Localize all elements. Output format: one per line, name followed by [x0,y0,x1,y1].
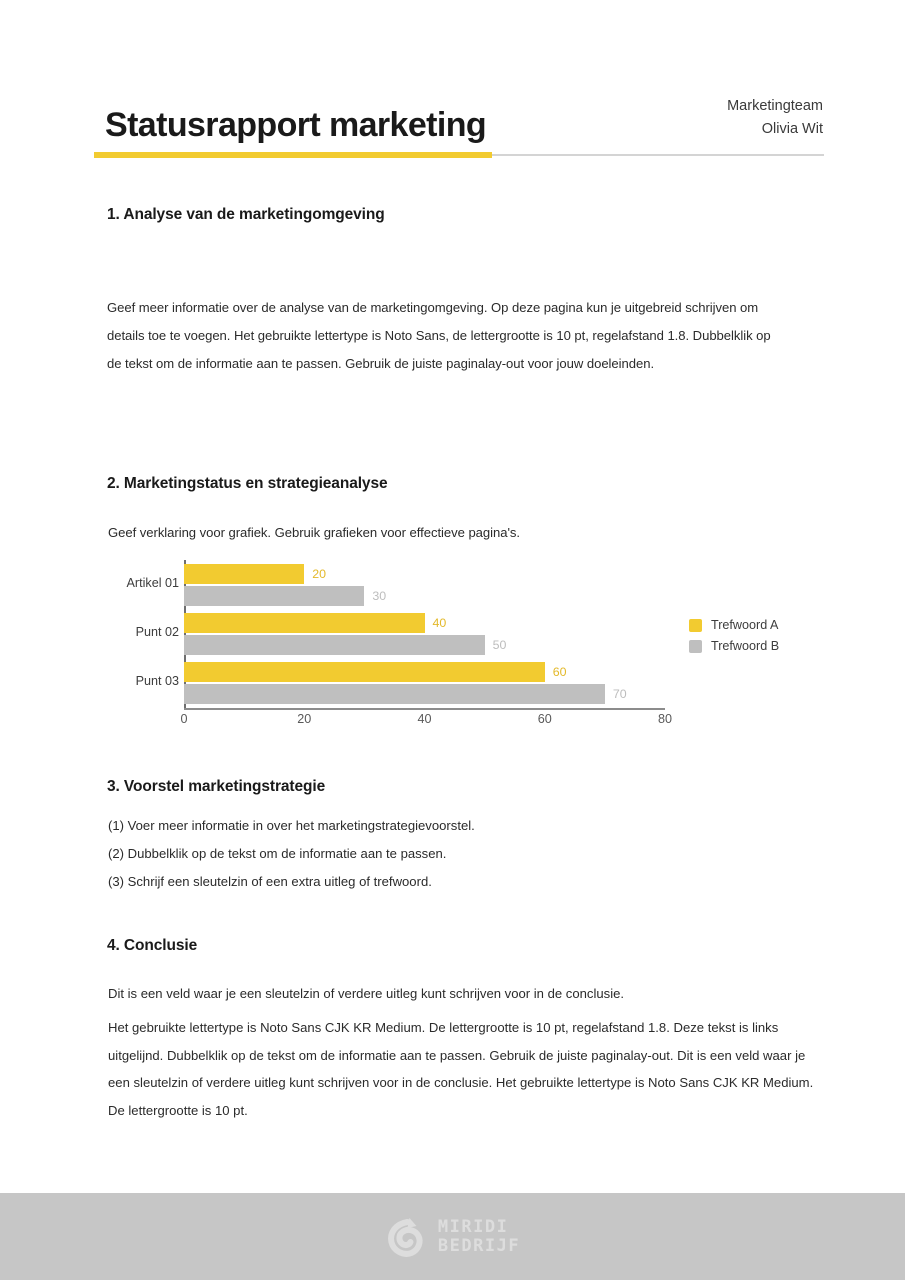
list-item: (3) Schrijf een sleutelzin of een extra uitleg of trefwoord. [108,874,432,890]
chart-x-tick-label: 40 [417,712,432,726]
page-footer [0,1193,905,1280]
chart-category-label: Artikel 01 [126,575,179,590]
footer-logo-wordmark [437,1216,521,1256]
chart-category-label: Punt 02 [135,625,179,639]
section-body-1: Geef meer informatie over de analyse van de marketingomgeving. Op deze pagina kun je uitgebreid schrijven om details toe te voegen. Het gebruikte lettertype is Noto Sans, de lettergrootte is 10 pt, regelafstand 1.8. Dubbelklik op de tekst om de informatie aan te passen. Gebruik de juiste paginalay-out voor jouw doeleinden. [107,300,771,371]
section-title-3: 3. Voorstel marketingstrategie [107,778,326,795]
header-divider [94,152,824,158]
chart-x-axis-line [184,708,665,710]
chart-bar [184,662,545,682]
section-title-2: 2. Marketingstatus en strategieanalyse [107,475,388,492]
header-row [94,78,824,144]
chart-legend-label: Trefwoord B [711,639,780,653]
chart-category-label: Punt 03 [135,674,179,689]
chart-legend-item [689,639,809,653]
section-subtitle-2: Geef verklaring voor grafiek. Gebruik grafieken voor effectieve pagina's. [108,525,521,541]
chart-bar [184,564,304,584]
section-title-4: 4. Conclusie [107,937,198,954]
chart-bar-value-label: 60 [552,665,567,680]
document-header [94,78,824,160]
chart-bar-value-label: 20 [312,566,327,581]
section-list-3 [108,819,798,903]
header-accent-bar [94,152,492,158]
chart-bar [184,586,364,606]
header-meta-team: Marketingteam [727,98,823,115]
footer-logo-line-2: BEDRIJF [437,1235,521,1256]
chart-bar [184,684,605,704]
chart-bar [184,635,485,655]
footer-logo [385,1215,520,1259]
chart-x-tick-label: 60 [537,712,552,726]
chart-bar [184,613,425,633]
bar-chart [107,552,807,727]
chart-x-tick-label: 80 [657,712,673,726]
swirl-logo-icon [385,1215,429,1259]
list-item: (2) Dubbelklik op de tekst om de informatie aan te passen. [108,846,447,862]
chart-legend-label: Trefwoord A [711,618,779,632]
chart-x-tick-label: 20 [297,712,312,726]
chart-legend-swatch [689,640,702,653]
list-item: (1) Voer meer informatie in over het marketingstrategievoorstel. [108,818,475,833]
header-meta-author: Olivia Wit [761,120,823,137]
section-title-1: 1. Analyse van de marketingomgeving [107,206,385,223]
page-title: Statusrapport marketing [105,106,487,145]
header-meta [727,95,824,144]
chart-bar-value-label: 40 [432,616,447,630]
section-body-4: Het gebruikte lettertype is Noto Sans CJK KR Medium. De lettergrootte is 10 pt, regelafstand 1.8. Deze tekst is links uitgelijnd. Dubbelklik op de tekst om de informatie aan te passen. Gebruik de juiste paginalay-out. Dit is een veld waar je een sleutelzin of verdere uitleg kunt schrijven voor in de conclusie. Het gebruikte lettertype is Noto Sans CJK KR Medium. De lettergrootte is 10 pt. [108,1020,814,1118]
chart-x-tick-label: 0 [180,712,188,726]
chart-x-axis-ticks [180,712,673,730]
chart-plot-area [184,560,665,708]
chart-category-axis [107,552,179,712]
chart-bar-value-label: 30 [372,588,387,603]
chart-legend-item [689,618,809,632]
footer-logo-line-1: MIRIDI [437,1216,509,1237]
chart-legend-swatch [689,619,702,632]
chart-bar-value-label: 50 [492,638,507,652]
chart-legend [689,618,809,660]
chart-bar-value-label: 70 [612,687,627,702]
header-thin-rule [492,154,824,156]
section-body-4-first-line: Dit is een veld waar je een sleutelzin of verdere uitleg kunt schrijven voor in de conclusie. [108,986,625,1002]
